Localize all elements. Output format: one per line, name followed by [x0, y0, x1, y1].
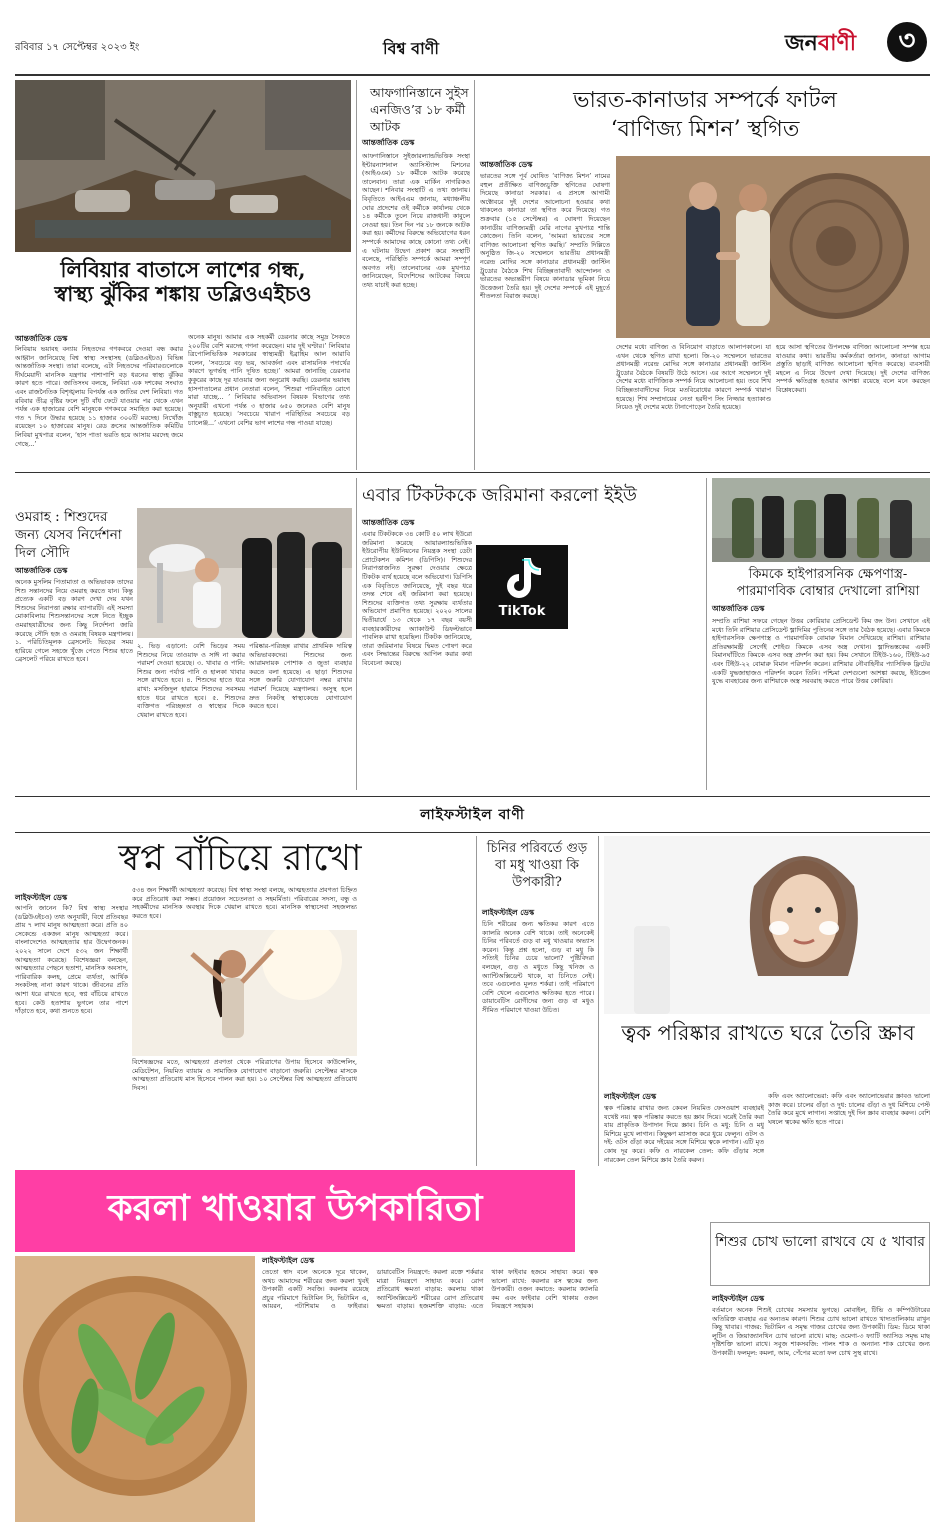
- bitter-gourd-body: তেতো স্বাদ বলে অনেকে দূরে থাকেন, অথচ আমাদের শরীরের জন্য করলা খুবই উপকারী একটি সবজি। করলায় রয়েছে প্রচুর পরিমাণে ভিটামিন সি, ভিটামিন এ, আয়রন, পটাশিয়াম ও ফাইবার। ডায়াবেটিস নিয়ন্ত্রণে: করলা রক্তে শর্করার মাত্রা নিয়ন্ত্রণে সাহায্য করে। রোগ প্রতিরোধ ক্ষমতা বাড়ায়: করলায় থাকা অ্যান্টিঅক্সিডেন্ট শরীরের রোগ প্রতিরোধ ক্ষমতা বাড়ায়। হজমশক্তি বাড়ায়: এতে থাকা ফাইবার হজমে সাহায্য করে। ত্বক ভালো রাখে: করলার রস ত্বকের জন্য উপকারী। ওজন কমাতে: করলায় ক্যালরি কম এবং ফাইবার বেশি থাকায় ওজন নিয়ন্ত্রণে সহায়ক।: [262, 1268, 598, 1311]
- bitter-gourd-desk: লাইফস্টাইল ডেস্ক: [262, 1256, 315, 1265]
- afghan-headline: আফগানিস্তানে সুইস এনজিও’র ১৮ কর্মী আটক: [370, 85, 469, 134]
- joyful-girl-illustration: [132, 930, 357, 1056]
- handshake-illustration: [616, 156, 930, 338]
- logo-part-bani: বাণী: [817, 31, 857, 56]
- divider: [15, 796, 930, 797]
- libya-desk: আন্তর্জাতিক ডেস্ক: [15, 334, 68, 343]
- skin-body-2: কফি এবং অ্যালোভেরা: কফি এবং অ্যালোভেরার স্ক্রাবও ভালো কাজ করে। চালের গুঁড়া ও দুধ: চালের গুঁড়া ও দুধ মিশিয়ে পেস্ট তৈরি করে মুখে লাগান। সপ্তাহে দুই দিন স্ক্রাব ব্যবহার করুন। বেশি ঘষলে ত্বকের ক্ষতি হতে পারে।: [768, 1092, 930, 1126]
- saudi-body-2: ২. ভিড় এড়ানো: বেশি ভিড়ের সময় শিশুদের নিয়ে তাওয়াফ ও সাঈ না করার পরামর্শ দেওয়া হয়েছে। ৩. খাবার ও পানি: শিশুর জন্য পর্যাপ্ত পানি ও হালকা খাবার সঙ্গে রাখতে হবে। ৪. শিশুদের হাতে ধরে রাখা: মসজিদুল হারামে শিশুদের সবসময় হাতে ধরে রাখতে হবে। ৫. শিশুদের ব্যক্তিগত পরিচ্ছন্নতা ও স্বাস্থ্যের দিকে খেয়াল রাখতে হবে।: [137, 642, 245, 719]
- tiktok-wordmark: TikTok: [498, 603, 546, 619]
- umrah-crowd-illustration: [137, 508, 352, 638]
- eyes-desk: লাইফস্টাইল ডেস্ক: [712, 1294, 765, 1303]
- modi-trudeau-photo: [616, 156, 930, 338]
- dream-desk: লাইফস্টাইল ডেস্ক: [15, 893, 68, 902]
- korea-headline: কিমকে হাইপারসনিক ক্ষেপণাস্ত্র-পারমাণবিক বোম্বার দেখালো রাশিয়া: [736, 567, 920, 599]
- tiktok-desk: আন্তর্জাতিক ডেস্ক: [362, 518, 415, 527]
- lifestyle-banner-title: লাইফস্টাইল বাণী: [420, 807, 525, 823]
- india-canada-body-2: দেশের মধ্যে বাণিজ্য ও বিনিয়োগ বাড়াতে আলাপকালে। যা এখন থেকে স্থগিত রাখা হলো। জি-২০ সম্মেলনে ভারতের প্রধানমন্ত্রী নরেন্দ্র মোদির সঙ্গে কানাডার প্রধানমন্ত্রী জাস্টিন ট্রুডোর বৈঠকে বিষয়টি উঠে আসে। এর আগে সম্মেলনে দুই দেশের মধ্যে বাণিজ্যিক সম্পর্ক নিয়ে আলোচনা হয়। তবে শিখ বিচ্ছিন্নতাবাদীদের নিয়ে মতবিরোধের কারণে সম্পর্ক খারাপ হয়েছে। শিখ সম্প্রদায়ের নেতা হরদীপ সিং নিজ্জার হত্যাকাণ্ড নিয়েও দুই দেশের মধ্যে টানাপোড়েন তৈরি হয়েছে।: [616, 343, 771, 412]
- military-delegation-illustration: [712, 478, 930, 562]
- libya-flood-photo: [15, 80, 351, 252]
- divider: [474, 80, 475, 470]
- logo-part-jon: জন: [785, 31, 818, 56]
- umrah-child-photo: [137, 508, 352, 638]
- korea-desk: আন্তর্জাতিক ডেস্ক: [712, 604, 765, 613]
- newspaper-logo: [785, 26, 856, 66]
- divider: [356, 478, 357, 790]
- saudi-desk: আন্তর্জাতিক ডেস্ক: [15, 566, 68, 575]
- tiktok-body: এবার টিকটককে ৩৪ কোটি ৫০ লাখ ইউরো জরিমানা করেছে আয়ারল্যান্ডভিত্তিক ইউরোপীয় ইউনিয়নের নিয়ন্ত্রক সংস্থা ডেটা প্রোটেকশন কমিশন (ডিপিসি)। শিশুদের নিরাপত্তাজনিত সুরক্ষা দেওয়ার ক্ষেত্রে টিকটক ব্যর্থ হয়েছে বলে অভিযোগ। ডিপিসি এক বিবৃতিতে জানিয়েছে, দুই বছর ধরে তদন্ত শেষে এই জরিমানা করা হয়েছে। শিশুদের ব্যক্তিগত তথ্য সুরক্ষায় ব্যর্থতার অভিযোগ প্রমাণিত হয়েছে। ২০২০ সালের দ্বিতীয়ার্ধে ১৩ থেকে ১৭ বছর বয়সী ব্যবহারকারীদের অ্যাকাউন্ট ডিফল্টভাবে পাবলিক রাখা হয়েছিল। টিকটক জানিয়েছে, তারা জরিমানার বিষয়ে দ্বিমত পোষণ করে এবং সিদ্ধান্তের বিরুদ্ধে আপিল করার কথা বিবেচনা করছে।: [362, 530, 472, 667]
- eyes-box: [710, 1222, 930, 1286]
- afghan-body: আফগানিস্তানে সুইজারল্যান্ডভিত্তিক সংস্থা ইন্টারন্যাশনাল অ্যাসিস্ট্যান্স মিশনের (আইএএম) ১৮ কর্মীকে আটক করেছে তালেবান। তারা এক মার্কিন নাগরিকও আছেন। শনিবার সংস্থাটি এ তথ্য জানায়। বিবৃতিতে আইএএম জানায়, মধ্যাঞ্চলীয় ঘোর প্রদেশের ওই কর্মীকে কার্যালয় থেকে ১৪ কর্মীকে তুলে নিয়ে রাজধানী কাবুলে নেওয়া হয়। তিন দিন পর ১৮ জনকে আটক করা হয়। কর্মীদের বিরুদ্ধে অভিযোগের ধরন সম্পর্কে আমাদের কাছে কোনো তথ্য নেই। এ ঘটনায় উদ্বেগ প্রকাশ করে সংস্থাটি বলেছে, পরিস্থিতি সম্পর্কে আমরা সম্পূর্ণ অবগত নই। তালেবানের এক মুখপাত্র জানিয়েছেন, বিদেশিদের আটকের বিষয়ে তথ্য যাচাই করা হচ্ছে।: [362, 152, 470, 289]
- kim-putin-photo: [712, 478, 930, 562]
- dream-body-2: ৫৩৪ জন শিক্ষার্থী আত্মহত্যা করেছে। বিশ্ব স্বাস্থ্য সংস্থা বলছে, আত্মহত্যার প্রবণতা চিহ্নিত করে প্রতিরোধ করা সম্ভব। প্রয়োজন সচেতনতা ও সহমর্মিতা। পরিবারের সদস্য, বন্ধু ও সহকর্মীদের মানসিক অবস্থার দিকে খেয়াল রাখতে হবে। মানসিক স্বাস্থ্যসেবা সহজলভ্য করতে হবে।: [132, 886, 357, 920]
- sugar-body: চিনি শরীরের জন্য ক্ষতিকর কারণ এতে ক্যালরি অনেক বেশি থাকে। তাই অনেকেই চিনির পরিবর্তে গুড় বা মধু খাওয়ার অভ্যাস করেন। কিন্তু প্রশ্ন হলো, গুড় বা মধু কি সত্যিই চিনির চেয়ে ভালো? পুষ্টিবিদরা বলছেন, গুড় ও মধুতে কিছু খনিজ ও অ্যান্টিঅক্সিডেন্ট থাকে, যা চিনিতে নেই। তবে এগুলোও মূলত শর্করা। তাই পরিমাণে বেশি খেলে এগুলোও ক্ষতিকর হতে পারে। ডায়াবেটিস রোগীদের জন্য গুড় বা মধুও সীমিত পরিমাণে খাওয়া উচিত।: [482, 920, 594, 1014]
- woman-scrub-illustration: [604, 836, 930, 1014]
- bitter-gourd-photo: [15, 1256, 255, 1522]
- flood-debris-illustration: [15, 80, 351, 252]
- india-canada-desk: আন্তর্জাতিক ডেস্ক: [480, 160, 533, 169]
- tiktok-note-icon: [502, 556, 542, 600]
- divider: [15, 472, 930, 473]
- sugar-headline: চিনির পরিবর্তে গুড় বা মধু খাওয়া কি উপকারী?: [486, 841, 588, 890]
- bitter-gourd-banner: [15, 1170, 575, 1252]
- libya-body-col2: অনেক মানুষ। আমার এক সহকর্মী ডেরনার কাছে সমুদ্র সৈকতে ২০০টির বেশি মরদেহ গণনা করেছেন। মার দুই ঘণ্টার।’ লিবিয়ার ত্রিপোলিভিত্তিক সরকারের স্বাস্থ্যমন্ত্রী ইব্রাহিম আল আরাবি বলেন, ‘সবচেয়ে বড় ভয়, আবর্জনা এবং রাসায়নিক পদার্থের কারণে ভূগর্ভস্থ পানি দূষিত হচ্ছে।’ আমরা জানাচ্ছি ডেরনার কুকুরের কাছে দূর যাওয়ার জন্য অনুরোধ করছি। ডেরনার ভয়াবহ হাসপাতালের প্রধান নেতারা বলেন, ‘শিশুরা পানিবাহিত রোগে মারা যাচ্ছে... ’ লিবিয়ার অভিবাসন বিষয়ক বিভাগের তথ্য অনুযায়ী এখনো পর্যন্ত ৩ হাজার ৬৫০ জনেরও বেশি মানুষ বাস্তুচ্যুত হয়েছে। ‘সবচেয়ে খারাপ পরিস্থিতির সবচেয়ে বড় চ্যালেঞ্জ...’ এখনো বেশির ভাগ লাশের গন্ধ পাওয়া যাচ্ছে।: [188, 333, 350, 427]
- libya-headline-line2: স্বাস্থ্য ঝুঁকির শঙ্কায় ডব্লিওএইচও: [54, 281, 312, 307]
- masthead: [15, 18, 930, 78]
- tiktok-logo-image: [476, 545, 568, 629]
- dream-body: আপনি জানেন কি? বিশ্ব স্বাস্থ্য সংস্থার (ডব্লিউএইচও) তথ্য অনুযায়ী, বিশ্বে প্রতিবছর প্রায় ৭ লাখ মানুষ আত্মহত্যা করে। প্রতি ৪০ সেকেন্ডে একজন মানুষ আত্মহত্যা করে। বাংলাদেশেও আত্মহত্যার হার উদ্বেগজনক। ২০২২ সালে দেশে ৫৩২ জন শিক্ষার্থী আত্মহত্যা করেছে। বিশেষজ্ঞরা বলছেন, আত্মহত্যার পেছনে হতাশা, মানসিক অবসাদ, পারিবারিক কলহ, প্রেমে ব্যর্থতা, আর্থিক সংকটসহ নানা কারণ থাকে। জীবনের প্রতি আশা ধরে রাখতে হবে, স্বপ্ন বাঁচিয়ে রাখতে হবে। কেউ হতাশায় ভুগলে তার পাশে দাঁড়াতে হবে, কথা শুনতে হবে।: [15, 904, 128, 1016]
- eyes-body: বর্তমানে অনেক শিশুই চোখের সমস্যায় ভুগছে। মোবাইল, টিভি ও কম্পিউটারের অতিরিক্ত ব্যবহার এর অন্যতম কারণ। শিশুর চোখ ভালো রাখতে খাদ্যতালিকায় রাখুন কিছু খাবার। গাজর: ভিটামিন এ সমৃদ্ধ গাজর চোখের জন্য উপকারী। ডিম: ডিমে থাকা লুটিন ও জিয়াজ্যানথিন চোখ ভালো রাখে। মাছ: ওমেগা-৩ ফ্যাটি অ্যাসিড সমৃদ্ধ মাছ দৃষ্টিশক্তি ভালো রাখে। সবুজ শাকসবজি: পালং শাক ও অন্যান্য শাক চোখের জন্য উপকারী। ফলমূল: কমলা, আম, পেঁপের মতো ফল চোখ সুস্থ রাখে।: [712, 1306, 930, 1357]
- korea-body: সম্প্রতি রাশিয়া সফরে গেছেন উত্তর কোরিয়ার প্রেসিডেন্ট কিম জং উন। সেখানে এই মধ্যে তিনি রাশিয়ার প্রেসিডেন্ট ভ্লাদিমির পুতিনের সঙ্গে তার বৈঠক হয়েছে। এবার কিমকে হাইপারসনিক ক্ষেপণাস্ত্র ও পারমাণবিক বোমারু বিমান দেখিয়েছে রাশিয়া। রাশিয়ার প্রতিরক্ষামন্ত্রী সের্গেই শোইগু কিমকে এসব অস্ত্র দেখান। ভ্লাদিভস্তকের একটি বিমানঘাঁটিতে কিমকে এসব অস্ত্র প্রদর্শন করা হয়। কিম সেখানে টিইউ-১৬০, টিইউ-৯৫ এবং টিইউ-২২ বোমারু বিমান পরিদর্শন করেন। রাশিয়ার নৌবাহিনীর প্যাসিফিক ফ্লিটের একটি যুদ্ধজাহাজও পরিদর্শন করেন তিনি। পশ্চিমা দেশগুলো আশঙ্কা করছে, ইউক্রেন যুদ্ধে ব্যবহারের জন্য রাশিয়াকে অস্ত্র সরবরাহ করতে পারে উত্তর কোরিয়া।: [712, 617, 930, 686]
- tiktok-body-3: [572, 530, 702, 788]
- dream-body-3: বিশেষজ্ঞদের মতে, আত্মহত্যা প্রবণতা থেকে পরিত্রাণের উপায় হিসেবে কাউন্সেলিং, মেডিটেশন, নিয়মিত ব্যায়াম ও সামাজিক যোগাযোগ বাড়ানো জরুরি। সেপ্টেম্বর মাসকে আত্মহত্যা প্রতিরোধ মাস হিসেবে পালন করা হয়। ১০ সেপ্টেম্বর বিশ্ব আত্মহত্যা প্রতিরোধ দিবস।: [132, 1058, 357, 1092]
- face-scrub-photo: [604, 836, 930, 1014]
- dream-headline: স্বপ্ন বাঁচিয়ে রাখো: [118, 838, 362, 879]
- bitter-gourd-basket-illustration: [15, 1256, 255, 1522]
- divider: [706, 478, 707, 790]
- skin-desk: লাইফস্টাইল ডেস্ক: [604, 1092, 657, 1101]
- sugar-desk: লাইফস্টাইল ডেস্ক: [482, 908, 535, 917]
- issue-date: রবিবার ১৭ সেপ্টেম্বর ২০২৩ ইং: [15, 42, 140, 53]
- india-canada-headline-line2: ‘বাণিজ্য মিশন’ স্থগিত: [610, 117, 800, 143]
- libya-headline: [15, 258, 351, 306]
- section-title: বিশ্ব বাণী: [383, 39, 439, 58]
- divider: [15, 832, 930, 833]
- dream-body-4: [362, 886, 472, 1166]
- divider: [356, 80, 357, 470]
- divider: [476, 836, 477, 1166]
- india-canada-headline: [480, 88, 930, 143]
- india-canada-headline-line1: ভারত-কানাডার সম্পর্কে ফাটল: [573, 88, 837, 113]
- eyes-headline: শিশুর চোখ ভালো রাখবে যে ৫ খাবার: [715, 1234, 925, 1250]
- afghan-desk: আন্তর্জাতিক ডেস্ক: [362, 138, 415, 147]
- saudi-body-3: পরিষ্কার-পরিচ্ছন্ন রাখার প্রাথমিক দায়িত্ব অভিভাবকদের। শিশুদের জন্য আরামদায়ক পোশাক ও জুতা ব্যবহার করতে বলা হয়েছে। এ ছাড়া শিশুদের সঙ্গে জরুরি যোগাযোগ নম্বর রাখার পরামর্শ দিয়েছে মন্ত্রণালয়। অসুস্থ হলে দ্রুত নিকটস্থ স্বাস্থ্যকেন্দ্রে যোগাযোগ করতে হবে।: [249, 642, 352, 711]
- skin-headline: ত্বক পরিষ্কার রাখতে ঘরে তৈরি স্ক্রাব: [621, 1021, 915, 1045]
- saudi-headline: ওমরাহ : শিশুদের জন্য যেসব নির্দেশনা দিল সৌদি: [15, 509, 122, 561]
- libya-headline-line1: লিবিয়ার বাতাসে লাশের গন্ধ,: [60, 257, 306, 282]
- saudi-body: অনেক মুসলিম পিতামাতা ও অভিভাবক তাদের শিশু সন্তানদের নিয়ে ওমরাহ করতে যান। কিন্তু প্রত্যেক একটি বড় কারণ দেখা দেয় যখন শিশুদের নিরাপত্তা রক্ষার ব্যাপারটি। এই সমস্যা মোকাবিলায় শিশুসন্তানদের সঙ্গে নিতে ইচ্ছুক ওমরাহযাত্রীদের জন্য কিছু নির্দেশনা জারি করেছে সৌদি হজ ও ওমরাহ বিষয়ক মন্ত্রণালয়। ১. পরিচিতিমূলক ব্রেসলেট: ভিড়ের সময় হারিয়ে গেলে সহজে খুঁজে পেতে শিশুর হাতে ব্রেসলেট পরিয়ে রাখতে হবে।: [15, 578, 133, 664]
- header-rule: [15, 74, 930, 76]
- lifestyle-banner: [15, 800, 930, 830]
- india-canada-body-3: হয়ে আসা স্থগিতের উপলক্ষে বাণিজ্য আলোচনা সম্পন্ন হয়ে যাওয়ার কথা। ভারতীয় কর্মকর্তারা জানান, কানাডা আগাম প্রস্তুতি ছাড়াই বাণিজ্য আলোচনা স্থগিত করেছে। ব্যবসায়ী মহলে এ নিয়ে উদ্বেগ দেখা দিয়েছে। দুই দেশের বাণিজ্য সম্পর্ক ক্ষতিগ্রস্ত হওয়ার আশঙ্কা রয়েছে বলে মনে করছেন বিশ্লেষকেরা।: [776, 343, 930, 394]
- page-number: ৩: [898, 26, 916, 56]
- india-canada-body: ভারতের সঙ্গে পূর্ব ঘোষিত ‘বাণিজ্য মিশন’ নামের বহুল প্রতীক্ষিত বাণিজ্যচুক্তি স্থগিতের ঘোষণা দিয়েছে কানাডা সরকার। এ প্রসঙ্গে আগামী অক্টোবরে দুই দেশের আলোচনা হওয়ার কথা থাকলেও কানাডা তা স্থগিত করে দিয়েছে। গত শুক্রবার (১৫ সেপ্টেম্বর) এ ঘোষণা দিয়েছেন কানাডীয় বাণিজ্যমন্ত্রী মেরি নাগের মুখপাত্র শান্তি কোজেন। তিনি বলেন, ‘আমরা ভারতের সঙ্গে বাণিজ্য আলোচনা স্থগিত করছি।’ সম্প্রতি দিল্লিতে অনুষ্ঠিত জি-২০ সম্মেলনে ভারতীয় প্রধানমন্ত্রী নরেন্দ্র মোদির সঙ্গে কানাডার প্রধানমন্ত্রী জাস্টিন ট্রুডোর বৈঠকে শিখ বিচ্ছিন্নতাবাদী আন্দোলন ও ভারতের অভ্যন্তরীণ বিষয়ে কানাডার ভূমিকা নিয়ে উত্তেজনা তৈরি হয়। দুই দেশের সম্পর্কে এই মুহূর্তে শীতলতা বিরাজ করছে।: [480, 172, 610, 301]
- divider: [598, 836, 599, 1166]
- skin-body: ত্বক পরিষ্কার রাখার জন্য কেবল নিয়মিত ফেসওয়াশ ব্যবহারই যথেষ্ট নয়। ত্বক পরিষ্কার করতে হয় স্ক্রাব দিয়ে। ঘরেই তৈরি করা যায় প্রাকৃতিক উপাদান দিয়ে স্ক্রাব। চিনি ও মধু: চিনি ও মধু মিশিয়ে মুখে লাগান। কিছুক্ষণ ম্যাসাজ করে ধুয়ে ফেলুন। ওটস ও দই: ওটস গুঁড়া করে দইয়ের সঙ্গে মিশিয়ে ত্বকে লাগান। এটি মৃত কোষ দূর করে। কফি ও নারকেল তেল: কফি গুঁড়ার সঙ্গে নারকেল তেল মিশিয়ে স্ক্রাব তৈরি করুন।: [604, 1104, 764, 1164]
- page-number-badge: [887, 22, 927, 62]
- dream-girl-photo: [132, 930, 357, 1056]
- bitter-gourd-headline: করলা খাওয়ার উপকারিতা: [107, 1187, 483, 1229]
- tiktok-headline: এবার টিকটককে জরিমানা করলো ইইউ: [362, 485, 637, 506]
- libya-body-col1: লিবিয়ায় ভয়াবহ বন্যায় নিহতদের গণকবরে দেওয়া বন্ধ করার আহ্বান জানিয়েছে বিশ্ব স্বাস্থ্য সংস্থাসহ (ডব্লিওএইচও) বিভিন্ন আন্তর্জাতিক সংস্থা। তারা বলেছে, এটা নিহতদের পরিবারগুলোকে দীর্ঘমেয়াদী মানসিক যন্ত্রণার পাশাপাশি বড় ধরনের স্বাস্থ্য ঝুঁকির কারণ হতে পারে। জাতিসংঘ বলছে, লিবিয়া এক দশকের সংঘাত এবং রাজনৈতিক বিশৃঙ্খলায় বিপর্যস্ত এক জাতির দেশ লিবিয়া। গত রবিবার তীব্র বৃষ্টির ফলে দুটি বাঁধ ফেটে যাওয়ার পর থেকে এখন পর্যন্ত এক হাজারের বেশি মানুষকে গণকবরে সমাহিত করা হয়েছে। গত ৭ দিনে উদ্ধার হয়েছে ১১ হাজার ৩০০টি মরদেহ। নিখোঁজ রয়েছেন ১০ হাজারের মানুষ। রেড ক্রসের আন্তর্জাতিক কমিটির লিবিয়া মুখপাত্র বলেন, ‘হাস পাতা ভরতি হয়ে আসায় মরদেহ জমে গেছে...’: [15, 345, 183, 448]
